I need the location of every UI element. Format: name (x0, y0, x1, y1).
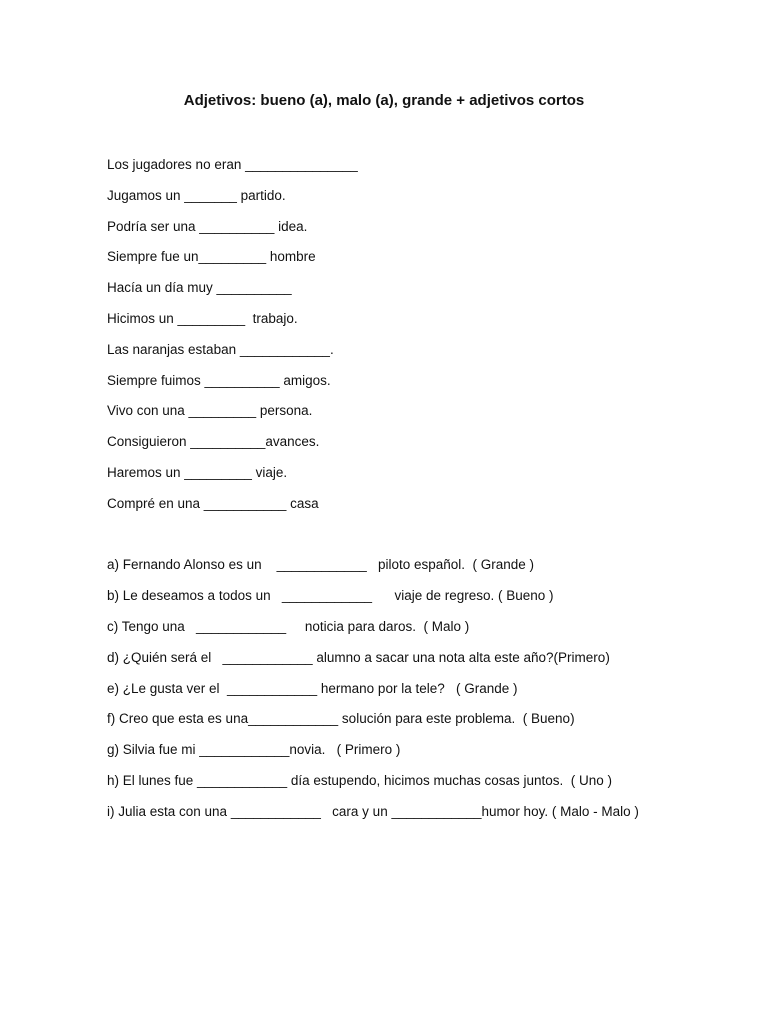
exercise-g: g) Silvia fue mi ____________novia. ( Primero ) (107, 742, 401, 758)
sentence-11: Haremos un _________ viaje. (107, 464, 288, 480)
fill-in-sentences (107, 155, 727, 525)
worksheet-title: Adjetivos: bueno (a), malo (a), grande + adjetivos cortos (183, 92, 585, 109)
sentence-7: Las naranjas estaban ____________. (107, 341, 334, 357)
sentence-6: Hicimos un _________ trabajo. (107, 310, 298, 326)
sentence-5: Hacía un día muy __________ (107, 280, 292, 296)
sentence-2: Jugamos un _______ partido. (107, 187, 286, 203)
exercise-i: i) Julia esta con una ____________ cara y un ____________humor hoy. ( Malo - Malo ) (107, 804, 639, 820)
sentence-4: Siempre fue un_________ hombre (107, 249, 316, 265)
exercise-c: c) Tengo una ____________ noticia para daros. ( Malo ) (107, 618, 470, 634)
exercise-f: f) Creo que esta es una____________ solución para este problema. ( Bueno) (107, 711, 575, 727)
sentence-9: Vivo con una _________ persona. (107, 403, 313, 419)
exercise-d: d) ¿Quién será el ____________ alumno a sacar una nota alta este año?(Primero) (107, 649, 610, 665)
sentence-3: Podría ser una __________ idea. (107, 218, 308, 234)
exercise-b: b) Le deseamos a todos un ____________ viaje de regreso. ( Bueno ) (107, 587, 554, 603)
sentence-12: Compré en una ___________ casa (107, 495, 319, 511)
exercise-h: h) El lunes fue ____________ día estupendo, hicimos muchas cosas juntos. ( Uno ) (107, 773, 613, 789)
sentence-10: Consiguieron __________avances. (107, 434, 320, 450)
exercise-a: a) Fernando Alonso es un ____________ piloto español. ( Grande ) (107, 557, 535, 572)
exercise-e: e) ¿Le gusta ver el ____________ hermano por la tele? ( Grande ) (107, 680, 518, 696)
sentence-8: Siempre fuimos __________ amigos. (107, 372, 331, 388)
lettered-exercises (107, 555, 747, 833)
sentence-1: Los jugadores no eran _______________ (107, 157, 358, 172)
